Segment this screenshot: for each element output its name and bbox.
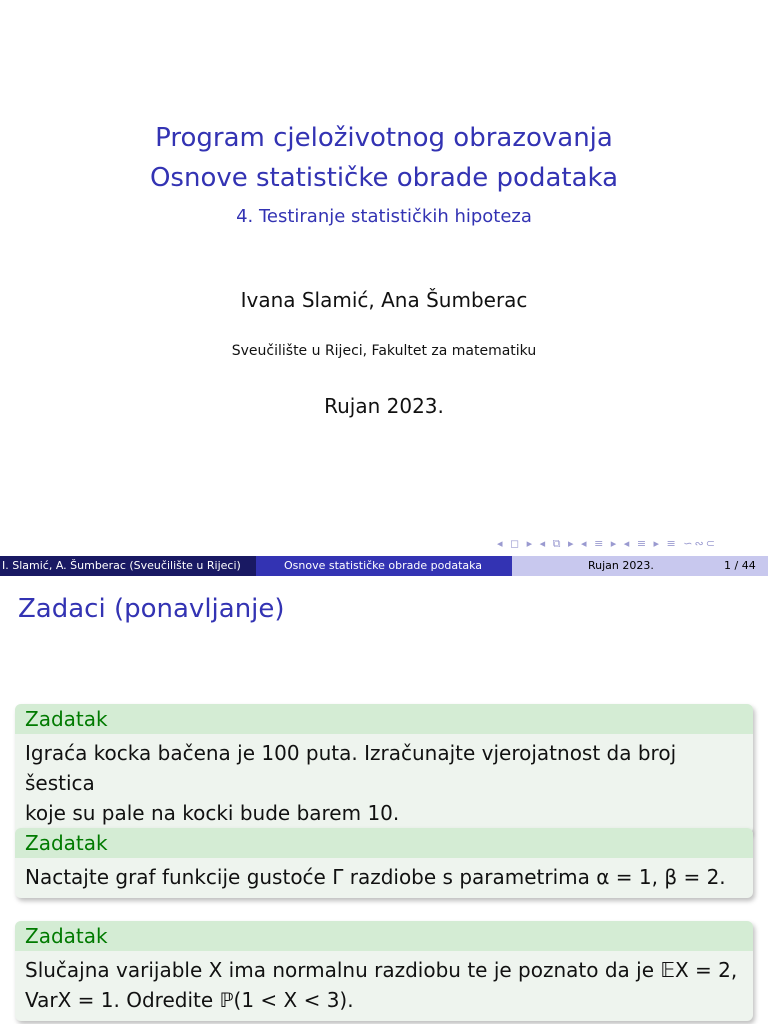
footer-authors-section xyxy=(0,556,256,576)
exercise-block-title: Zadatak xyxy=(15,828,753,858)
exercise-block-body xyxy=(15,951,753,1021)
exercise-block-body xyxy=(15,734,753,834)
exercise-text-line: Nactajte graf funkcije gustoće Γ razdiobe s parametrima α = 1, β = 2. xyxy=(25,865,726,889)
exercise-block xyxy=(15,828,753,898)
exercise-block-title: Zadatak xyxy=(15,921,753,951)
frame-title: Zadaci (ponavljanje) xyxy=(18,594,285,624)
authors: Ivana Slamić, Ana Šumberac xyxy=(240,288,528,312)
exercise-text-line: VarX = 1. Odredite ℙ(1 < X < 3). xyxy=(25,988,354,1012)
presentation-date: Rujan 2023. xyxy=(324,394,444,418)
slide-footer xyxy=(0,556,768,576)
exercise-text-line: Igraća kocka bačena je 100 puta. Izračunajte vjerojatnost da broj šestica xyxy=(25,741,677,795)
presentation-title-line2: Osnove statističke obrade podataka xyxy=(149,163,619,193)
beamer-navigation-icons[interactable]: ◂ ◻ ▸ ◂ ⧉ ▸ ◂ ≡ ▸ ◂ ≡ ▸ ≡ ∽∾⊂ xyxy=(497,537,717,550)
exercises-slide xyxy=(0,576,768,1024)
presentation-title-line1: Program cjeloživotnog obrazovanja xyxy=(155,123,613,153)
footer-date: Rujan 2023. xyxy=(588,559,654,572)
exercise-text-line: koje su pale na kocki bude barem 10. xyxy=(25,801,400,825)
exercise-block xyxy=(15,921,753,1021)
exercise-text-line: Slučajna varijable X ima normalnu razdiobu te je poznato da je 𝔼X = 2, xyxy=(25,958,738,982)
footer-title: Osnove statističke obrade podataka xyxy=(284,559,483,572)
footer-page-number: 1 / 44 xyxy=(724,559,756,572)
footer-authors: I. Slamić, A. Šumberac (Sveučilište u Rijeci) xyxy=(2,559,241,572)
exercise-block-body xyxy=(15,858,753,898)
exercise-block xyxy=(15,704,753,834)
footer-date-section xyxy=(512,556,768,576)
footer-title-section xyxy=(256,556,512,576)
presentation-subtitle: 4. Testiranje statističkih hipoteza xyxy=(236,206,532,227)
exercise-block-title: Zadatak xyxy=(15,704,753,734)
institution: Sveučilište u Rijeci, Fakultet za matematiku xyxy=(231,343,537,359)
